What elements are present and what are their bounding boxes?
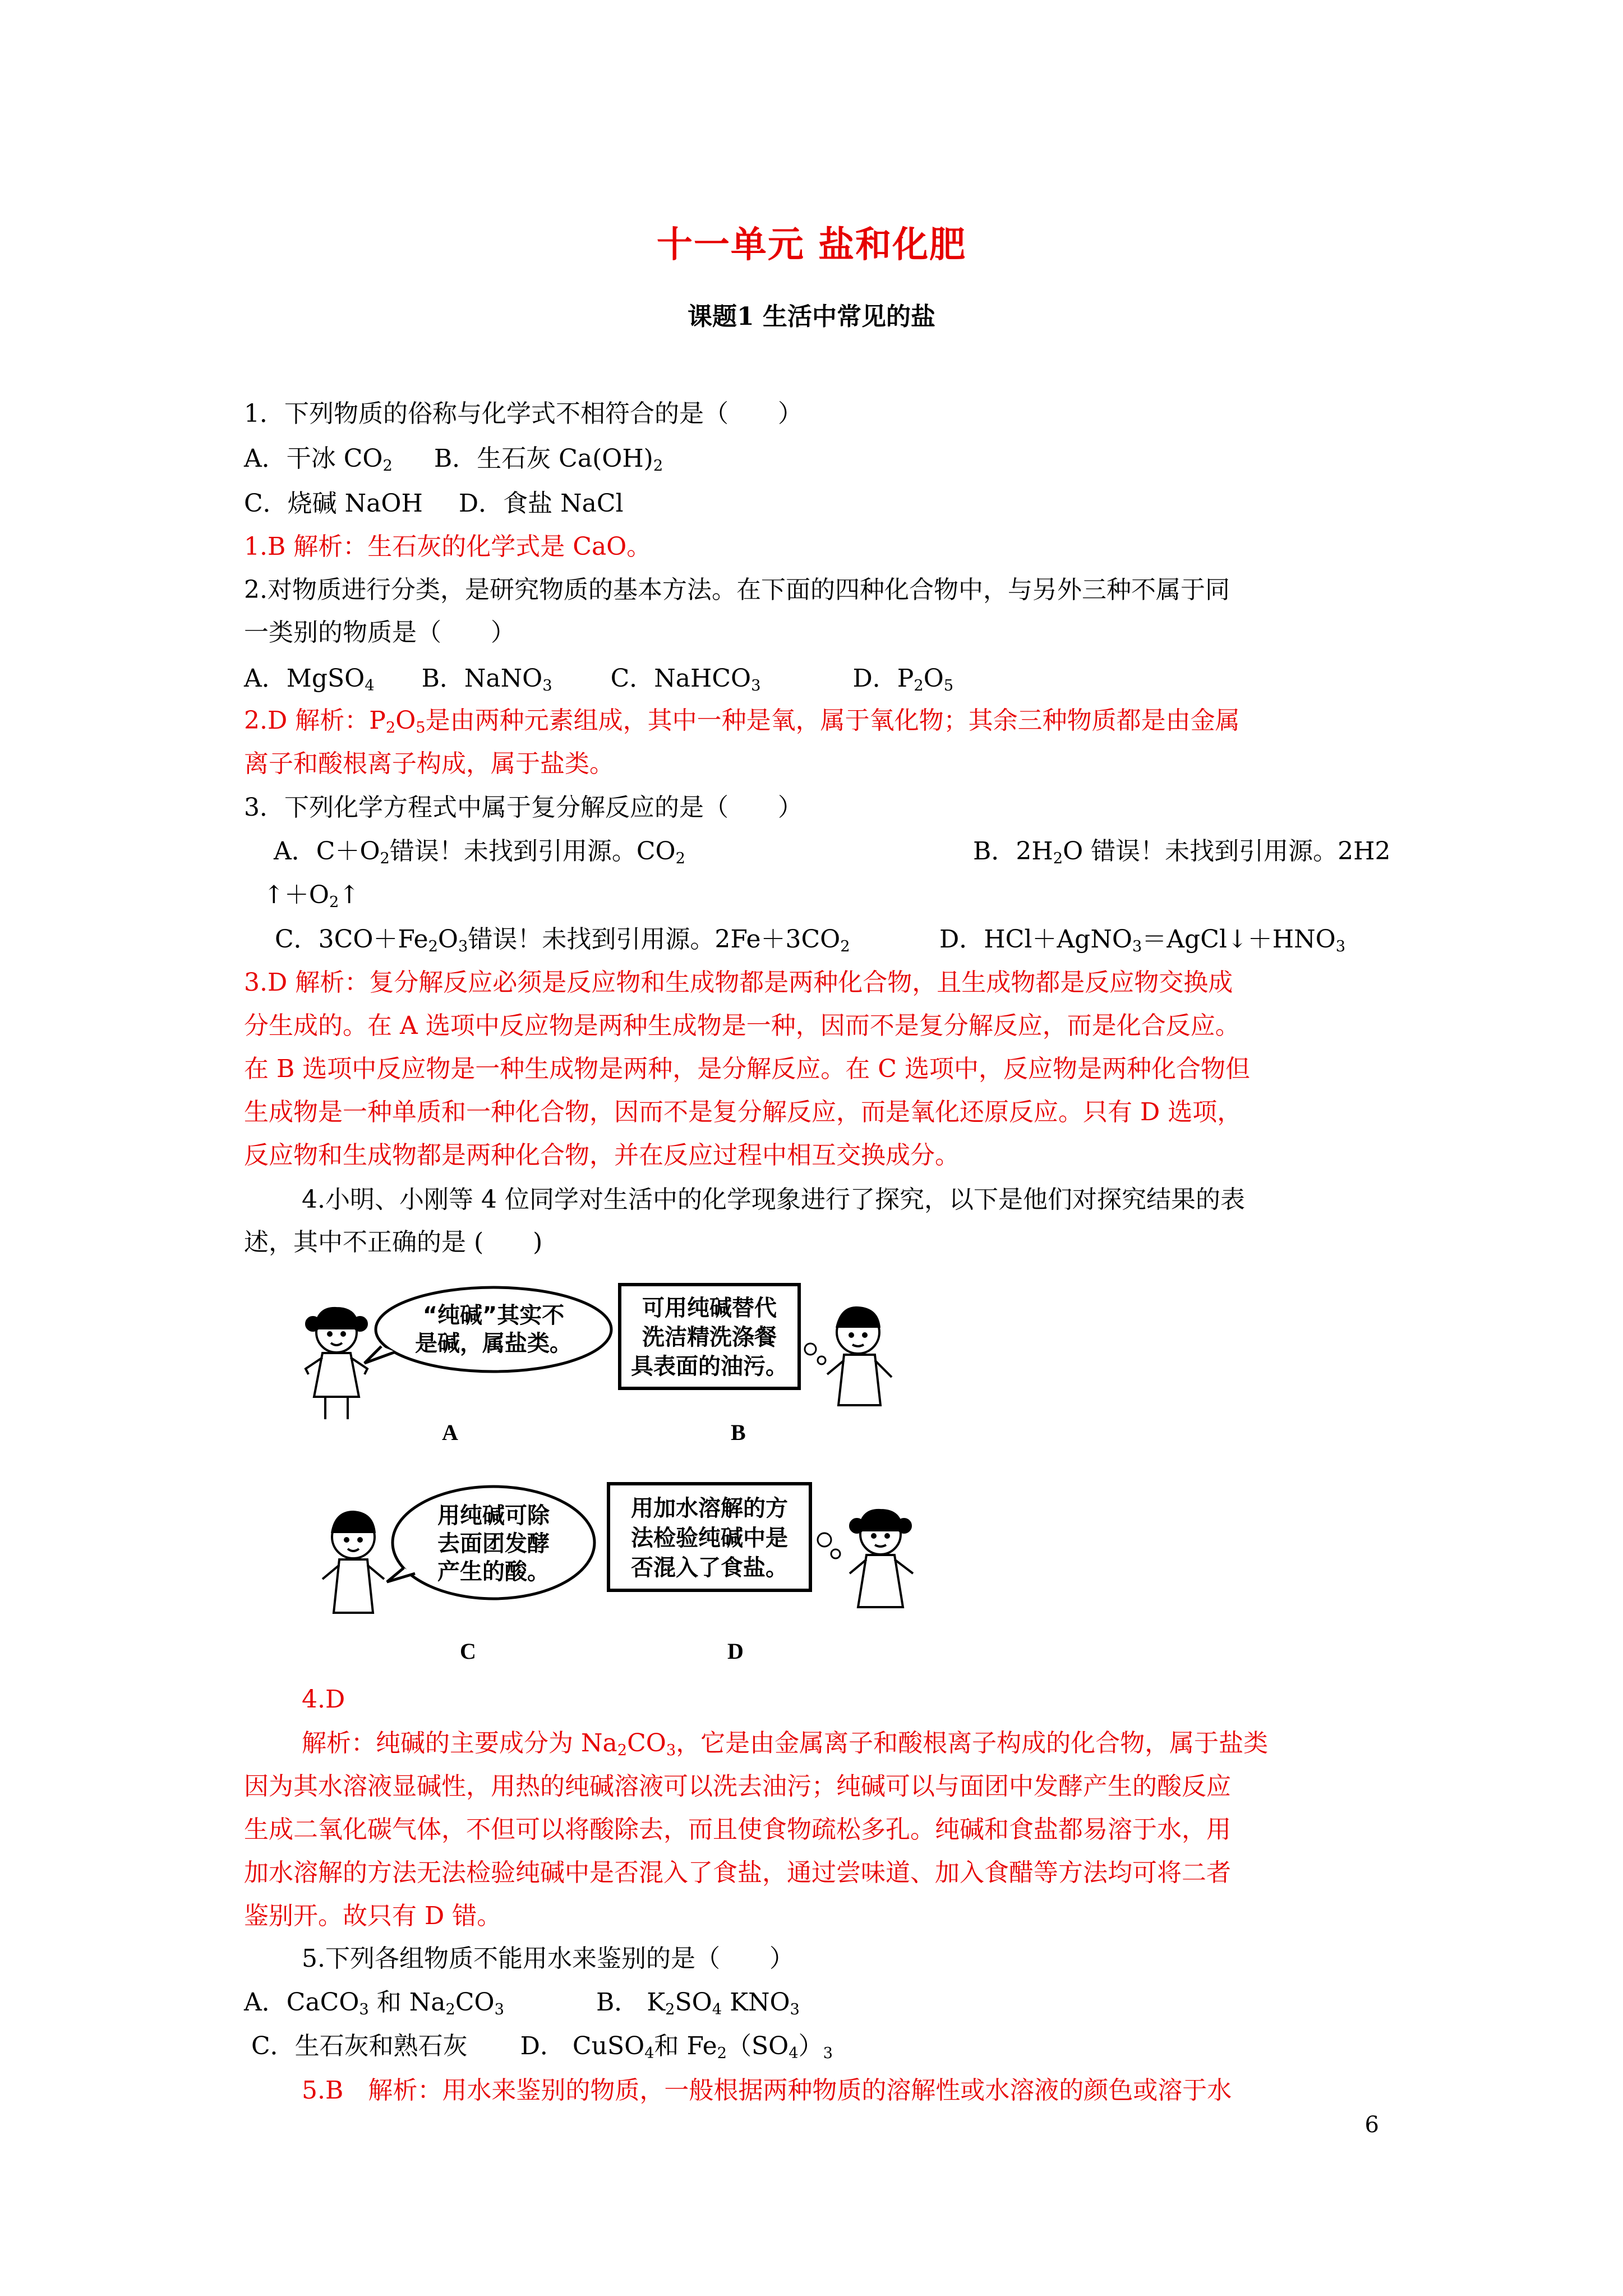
q3-option-b: B．$2H_2O$ 错误！未找到引用源。2H2 — [973, 837, 1391, 867]
figure-a-line1: “纯碱”其实不 — [422, 1303, 565, 1328]
q2-option-d: D．P — [852, 664, 914, 693]
figure-b-line1: 可用纯碱替代 — [642, 1295, 777, 1321]
q1-stem: 1．下列物质的俗称与化学式不相符合的是（ ） — [244, 399, 803, 428]
figure-c-line2: 去面团发酵 — [437, 1531, 550, 1557]
q4-answer-line4: 加水溶解的方法无法检验纯碱中是否混入了食盐，通过尝味道、加入食醋等方法均可将二者 — [244, 1858, 1231, 1887]
page-number: 6 — [1364, 2112, 1379, 2138]
q2-answer-text: 是由两种元素组成，其中一种是氧，属于氧化物；其余三种物质都是由金属 — [425, 706, 1240, 735]
q1-option-b: B．生石灰 Ca(OH) — [434, 444, 653, 473]
q5-option-a-text3: CO — [455, 1988, 495, 2017]
q4-answer-text3: ，它是由金属离子和酸根离子构成的化合物，属于盐类 — [676, 1729, 1269, 1757]
q1-option-d: D．食盐 NaCl — [458, 489, 624, 518]
q3-option-c-text3: 错误！未找到引用源。2Fe＋3CO — [468, 925, 841, 954]
q2-answer-line2: 离子和酸根离子构成，属于盐类。 — [244, 749, 614, 778]
figure-a-line2: 是碱，属盐类。 — [415, 1331, 572, 1356]
q2-stem-line1: 2.对物质进行分类，是研究物质的基本方法。在下面的四种化合物中，与另外三种不属于同 — [244, 576, 1230, 604]
q1-option-c: C．烧碱 NaOH — [244, 489, 423, 518]
q3-option-a-text2: 错误！未找到引用源。CO — [389, 837, 676, 866]
q4-answer-line1: 解析：纯碱的主要成分为 $Na_2CO_3$，它是由金属离子和酸根离子构成的化合物，属于盐类 — [302, 1729, 1269, 1759]
q3-answer-line5: 反应物和生成物都是两种化合物，并在反应过程中相互交换成分。 — [244, 1141, 960, 1170]
q2-option-c: C．NaHCO — [610, 664, 751, 693]
q5-option-d-text2: 和 Fe — [654, 2032, 717, 2060]
q5-option-b-text1: B． K — [596, 1988, 666, 2017]
page-subtitle: 课题1 生活中常见的盐 — [688, 302, 935, 331]
figure-b — [617, 1282, 909, 1422]
figure-d — [606, 1481, 931, 1632]
figure-d-line1: 用加水溶解的方 — [631, 1496, 788, 1521]
q2-option-a: A．MgSO — [244, 664, 365, 693]
q5-option-c: C．生石灰和熟石灰 — [251, 2032, 468, 2060]
figure-c-label: C — [460, 1639, 476, 1664]
q3-option-d-text2: ＝AgCl↓＋HNO — [1142, 925, 1336, 954]
figure-c — [314, 1484, 606, 1635]
figure-d-line2: 法检验纯碱中是 — [631, 1525, 788, 1551]
q1-option-a: A．干冰 CO — [244, 444, 383, 473]
figure-a — [303, 1285, 617, 1425]
q3-option-b-text1: B．2H — [973, 837, 1053, 866]
q3-answer-line3: 在 B 选项中反应物是一种生成物是两种，是分解反应。在 C 选项中，反应物是两种化合物但 — [244, 1055, 1250, 1083]
page-title: 十一单元 盐和化肥 — [656, 224, 967, 266]
figure-d-line3: 否混入了食盐。 — [631, 1555, 788, 1581]
q5-option-d-text4: ） — [798, 2032, 823, 2060]
q4-answer-line2: 因为其水溶液显碱性，用热的纯碱溶液可以洗去油污；纯碱可以与面团中发酵产生的酸反应 — [244, 1772, 1231, 1801]
boy-b-icon — [827, 1308, 892, 1405]
q5-answer: 5.B 解析：用水来鉴别的物质，一般根据两种物质的溶解性或水溶液的颜色或溶于水 — [302, 2076, 1232, 2105]
q3-option-b-cont: $↑+O_2↑$ — [264, 881, 360, 911]
q4-answer: 4.D — [302, 1685, 345, 1714]
q1-options-ab: A．干冰 $CO_2$ B．生石灰 $Ca(OH)_2$ — [244, 444, 663, 475]
q5-option-b-text2: SO — [675, 1988, 712, 2017]
q3-answer-line2: 分生成的。在 A 选项中反应物是两种生成物是一种，因而不是复分解反应，而是化合反应。 — [244, 1011, 1240, 1040]
q1-options-cd — [244, 487, 624, 521]
q5-option-d-text3: （SO — [727, 2032, 789, 2060]
q3-option-c: C．$3CO+Fe_2O_3$错误！未找到引用源。$2Fe+3CO_2$ — [275, 925, 850, 955]
q3-option-b-text3: ↑＋O — [264, 881, 329, 909]
girl-a-icon — [306, 1308, 367, 1419]
q4-stem-line1: 4.小明、小刚等 4 位同学对生活中的化学现象进行了探究，以下是他们对探究结果的表 — [302, 1185, 1245, 1214]
girl-d-icon — [850, 1510, 913, 1607]
q2-answer-line1: 2.D 解析：$P_2O_5$是由两种元素组成，其中一种是氧，属于氧化物；其余三种物质都是由金属 — [244, 706, 1240, 737]
q2-stem-line2: 一类别的物质是（ ） — [244, 618, 515, 647]
q2-options: A．MgSO$_4$ B．NaNO$_3$ C．NaHCO$_3$ D．$P_2O_5$ — [244, 664, 954, 694]
q3-option-c-text1: C．3CO＋Fe — [275, 925, 428, 954]
figure-b-line3: 具表面的油污。 — [631, 1354, 788, 1379]
q1-answer: 1.B 解析：生石灰的化学式是 CaO。 — [244, 532, 652, 561]
figure-b-label: B — [731, 1420, 746, 1445]
figure-c-line3: 产生的酸。 — [437, 1559, 550, 1585]
q5-stem: 5.下列各组物质不能用水来鉴别的是（ ） — [302, 1944, 794, 1973]
q5-options-cd: C．生石灰和熟石灰 D． CuSO$_4$和 $Fe_2(SO_4)_3$ — [251, 2032, 833, 2062]
q4-answer-text1: 解析：纯碱的主要成分为 Na — [302, 1729, 617, 1757]
boy-c-icon — [322, 1512, 384, 1613]
q4-answer-text2: CO — [627, 1729, 666, 1757]
q3-option-b-text4: ↑ — [339, 881, 360, 909]
q2-option-b: B．NaNO — [421, 664, 543, 693]
q3-answer-line4: 生成物是一种单质和一种化合物，因而不是复分解反应，而是氧化还原反应。只有 D 选项， — [244, 1098, 1242, 1126]
q3-option-d-text1: D．HCl＋AgNO — [939, 925, 1132, 954]
q4-stem-line2: 述，其中不正确的是 ( ) — [244, 1228, 543, 1257]
q4-answer-line5: 鉴别开。故只有 D 错。 — [244, 1902, 502, 1930]
q3-option-b-text2: O 错误！未找到引用源。2H2 — [1063, 837, 1391, 866]
q3-option-d: D．$HCl+AgNO_3=AgCl↓+HNO_3$ — [939, 925, 1346, 955]
figure-c-line1: 用纯碱可除 — [437, 1503, 550, 1529]
q4-answer-line3: 生成二氧化碳气体，不但可以将酸除去，而且使食物疏松多孔。纯碱和食盐都易溶于水，用 — [244, 1815, 1231, 1844]
q5-option-d-text1: D． CuSO — [520, 2032, 645, 2060]
q5-option-a-text1: A．CaCO — [244, 1988, 359, 2017]
q5-option-a-text2: 和 Na — [368, 1988, 446, 2017]
q5-options-ab: A．CaCO$_3$ 和 $Na_2CO_3$ B． $K_2SO_4$ $KNO_3$ — [244, 1988, 800, 2018]
q3-option-c-text2: O — [437, 925, 458, 954]
q3-stem: 3．下列化学方程式中属于复分解反应的是（ ） — [244, 793, 803, 822]
figure-b-line2: 洗洁精洗涤餐 — [642, 1324, 777, 1350]
figure-d-label: D — [727, 1639, 744, 1664]
q3-option-a: A．$C+O_2$错误！未找到引用源。$CO_2$ — [274, 837, 685, 867]
q3-option-a-text1: A．C＋O — [274, 837, 380, 866]
q2-answer-prefix: 2.D 解析：P — [244, 706, 386, 735]
figure-a-label: A — [442, 1420, 458, 1445]
q5-option-b-text3: KNO — [722, 1988, 790, 2017]
q3-answer-line1: 3.D 解析：复分解反应必须是反应物和生成物都是两种化合物，且生成物都是反应物交换成 — [244, 968, 1233, 997]
